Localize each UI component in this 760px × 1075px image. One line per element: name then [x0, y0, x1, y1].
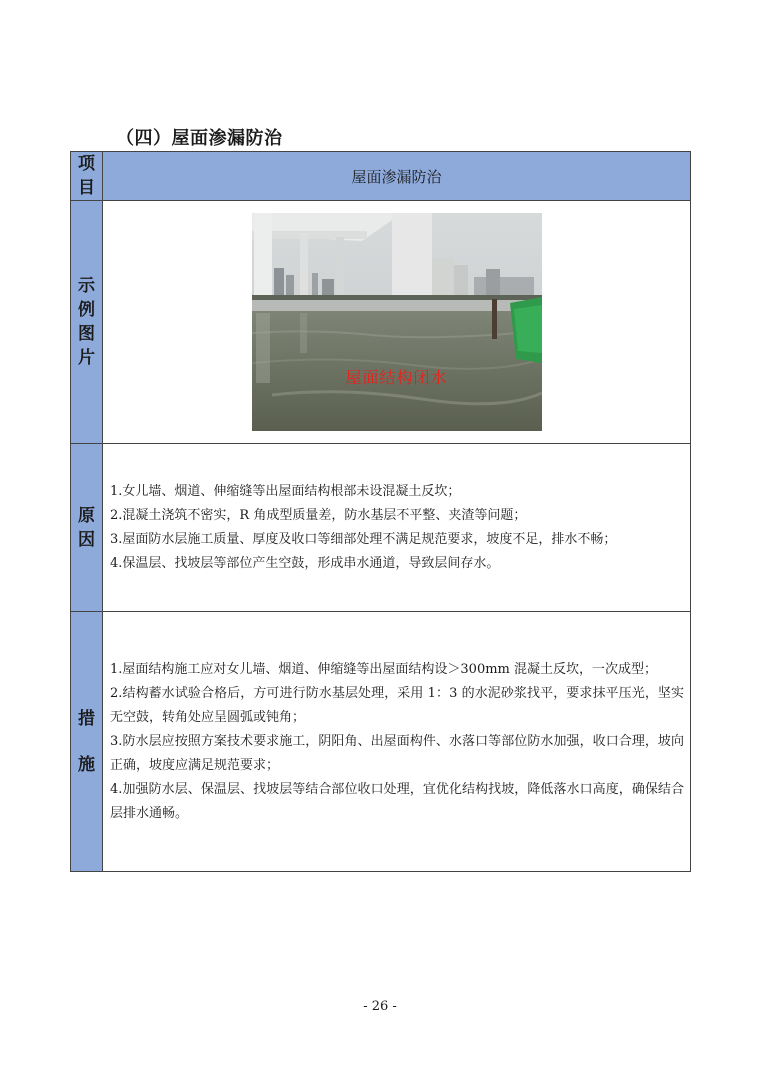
measure-item: 4.加强防水层、保温层、找坡层等结合部位收口处理，宜优化结构找坡，降低落水口高度，确保结合层排水通畅。 — [110, 781, 684, 821]
cause-row — [71, 444, 691, 612]
header-row — [71, 152, 691, 201]
cause-item: 1.女儿墙、烟道、伸缩缝等出屋面结构根部未设混凝土反坎； — [110, 483, 461, 499]
example-row — [71, 201, 691, 444]
cause-item: 3.屋面防水层施工质量、厚度及收口等细部处理不满足规范要求，坡度不足，排水不畅； — [110, 531, 617, 547]
example-label-cell — [71, 201, 103, 444]
measure-label-cell — [71, 612, 103, 872]
measure-text-cell — [103, 612, 691, 872]
section-title: （四）屋面渗漏防治 — [116, 128, 283, 149]
measure-item: 2.结构蓄水试验合格后，方可进行防水基层处理，采用 1：3 的水泥砂浆找平，要求抹平压光，坚实无空鼓，转角处应呈圆弧或钝角； — [110, 685, 684, 725]
photo-caption: 屋面结构闭水 — [345, 368, 448, 387]
measure-item: 1.屋面结构施工应对女儿墙、烟道、伸缩缝等出屋面结构设＞300mm 混凝土反坎，一次成型； — [110, 661, 658, 677]
cause-text-cell — [103, 444, 691, 612]
header-label-cell — [71, 152, 103, 201]
measure-row — [71, 612, 691, 872]
cause-item: 2.混凝土浇筑不密实，R 角成型质量差，防水基层不平整、夹渣等问题； — [110, 507, 527, 523]
measure-item: 3.防水层应按照方案技术要求施工，阴阳角、出屋面构件、水落口等部位防水加强，收口合理，坡向正确，坡度应满足规范要求； — [110, 733, 684, 773]
header-title: 屋面渗漏防治 — [103, 152, 691, 201]
example-photo — [252, 213, 542, 431]
page-number: - 26 - — [363, 999, 397, 1014]
cause-item: 4.保温层、找坡层等部位产生空鼓，形成串水通道，导致层间存水。 — [110, 555, 500, 571]
header-label: 项目 — [78, 154, 95, 198]
example-photo-cell — [103, 201, 691, 444]
rooftop-water-test-image — [252, 213, 542, 431]
measure-label: 措施 — [78, 708, 95, 775]
cause-label: 原因 — [78, 505, 95, 550]
defect-table — [70, 151, 691, 872]
example-label: 示例图片 — [78, 276, 95, 368]
cause-label-cell — [71, 444, 103, 612]
